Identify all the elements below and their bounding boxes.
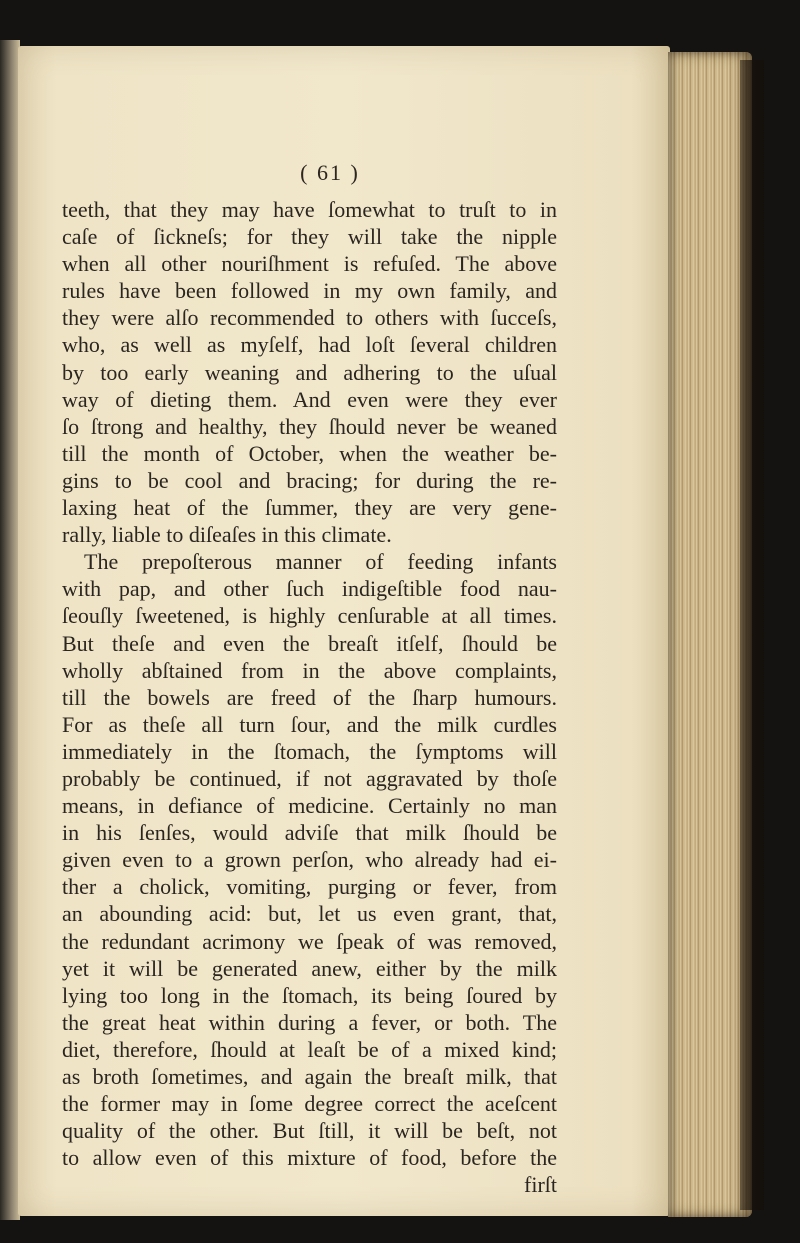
text-line: immediately in the ſtomach, the ſymptoms will — [62, 738, 557, 764]
text-line: by too early weaning and adhering to the uſual — [62, 359, 557, 385]
text-line: way of dieting them. And even were they ever — [62, 386, 557, 412]
text-line: an abounding acid: but, let us even grant, that, — [62, 901, 557, 927]
text-line: given even to a grown perſon, who already had ei- — [62, 847, 557, 873]
text-line: yet it will be generated anew, either by the milk — [62, 955, 557, 981]
text-line: rules have been followed in my own family, and — [62, 278, 557, 304]
edge-shadow — [740, 60, 764, 1210]
text-line: till the month of October, when the weather be- — [62, 440, 557, 466]
catchword: firſt — [524, 1172, 557, 1198]
text-line: with pap, and other ſuch indigeſtible food nau- — [62, 576, 557, 602]
text-line: quality of the other. But ſtill, it will be beſt, not — [62, 1118, 557, 1144]
text-line: the great heat within during a fever, or both. The — [62, 1009, 557, 1035]
text-line: wholly abſtained from in the above complaints, — [62, 657, 557, 683]
text-line: the former may in ſome degree correct the aceſcent — [62, 1091, 557, 1117]
text-line: ſo ſtrong and healthy, they ſhould never be weaned — [62, 413, 557, 439]
text-line: But theſe and even the breaſt itſelf, ſhould be — [62, 630, 557, 656]
text-line: in his ſenſes, would adviſe that milk ſhould be — [62, 820, 557, 846]
text-line: ther a cholick, vomiting, purging or fever, from — [62, 874, 557, 900]
text-line: laxing heat of the ſummer, they are very gene- — [62, 495, 557, 521]
text-line: ſeouſly ſweetened, is highly cenſurable at all times. — [62, 603, 557, 629]
text-line: probably be continued, if not aggravated by thoſe — [62, 765, 557, 791]
text-line: means, in defiance of medicine. Certainly no man — [62, 793, 557, 819]
text-line: the redundant acrimony we ſpeak of was removed, — [62, 928, 557, 954]
text-line: The prepoſterous manner of feeding infants — [84, 549, 557, 575]
book-gutter — [0, 40, 20, 1220]
body-text — [62, 196, 557, 1198]
text-line: till the bowels are freed of the ſharp humours. — [62, 684, 557, 710]
text-line: they were alſo recommended to others with ſucceſs, — [62, 305, 557, 331]
text-line: as broth ſometimes, and again the breaſt milk, that — [62, 1064, 557, 1089]
text-line: when all other nouriſhment is refuſed. The above — [62, 251, 557, 277]
text-line: teeth, that they may have ſomewhat to truſt to in — [62, 197, 557, 222]
text-line: lying too long in the ſtomach, its being ſoured by — [62, 982, 557, 1008]
text-line: rally, liable to diſeaſes in this climate. — [62, 522, 392, 548]
text-line: diet, therefore, ſhould at leaſt be of a mixed kind; — [62, 1036, 557, 1062]
text-line: caſe of ſickneſs; for they will take the nipple — [62, 224, 557, 250]
text-line: For as theſe all turn ſour, and the milk curdles — [62, 711, 557, 737]
page-number: ( 61 ) — [300, 160, 360, 185]
text-line: gins to be cool and bracing; for during the re- — [62, 467, 557, 493]
text-line: to allow even of this mixture of food, before the — [62, 1145, 557, 1171]
text-line: who, as well as myſelf, had loſt ſeveral children — [62, 332, 557, 358]
